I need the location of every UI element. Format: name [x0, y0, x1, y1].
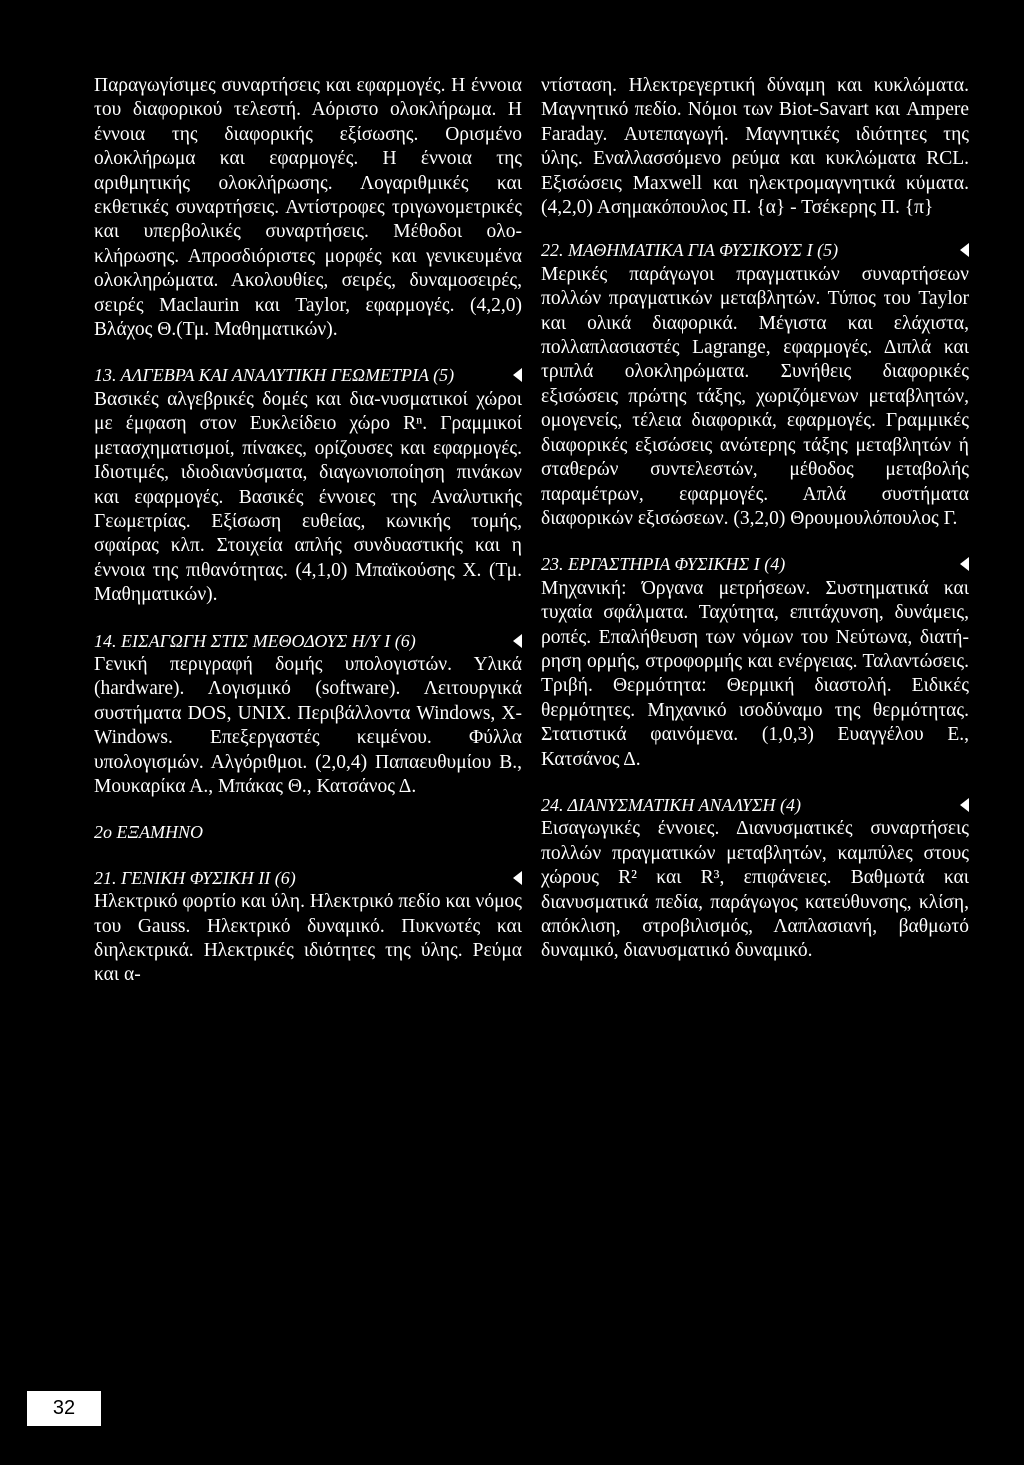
course-22-heading: 22. ΜΑΘΗΜΑΤΙΚΑ ΓΙΑ ΦΥΣΙΚΟΥΣ Ι (5) [541, 238, 969, 262]
arrow-left-icon [513, 368, 522, 382]
course-14-heading: 14. ΕΙΣΑΓΩΓΗ ΣΤΙΣ ΜΕΘΟΔΟΥΣ Η/Υ Ι (6) [94, 629, 522, 653]
arrow-left-icon [960, 798, 969, 812]
course-21-heading: 21. ΓΕΝΙΚΗ ΦΥΣΙΚΗ ΙΙ (6) [94, 866, 522, 890]
course-24-description: Εισαγωγικές έννοιες. Διανυσματικές συναρτήσεις πολλών πραγματικών μεταβλητών, καμπύλες στους χώρους R² και R³, επιφάνειες. Βαθμωτά και διανυσματικά πεδία, παράγωγος κατεύθυνσης, κλίση, απόκλιση, στροβιλισμός, Λαπλασιανή, βαθμωτό δυναμικό, διανυσματικό δυναμικό. [541, 818, 969, 962]
course-22-description: Μερικές παράγωγοι πραγματικών συναρτήσεων πολλών πραγματικών μεταβλητών. Τύπος του Taylor και ολικά διαφορικά. Μέγιστα και ελάχιστα, πολλαπλασιαστές Lagrange, εφαρμογές. Διπλά και τριπλά ολοκληρώματα. Συνήθεις διαφορικές εξισώσεις πρώτης τάξης, χωριζόμενων μεταβλητών, ομογενείς, τέλεια διαφορικά, εφαρμογές. Γραμμικές διαφορικές εξισώσεις ανώτερης τάξης μεταβλητών ή σταθερών συντελεστών, μέθοδος μεταβολής παραμέτρων, εφαρμογές. Απλά συστήματα διαφορικών εξισώσεων. (3,2,0) Θρουμουλόπουλος Γ. [541, 263, 969, 529]
course-12-description: Παραγωγίσιμες συναρτήσεις και εφαρμογές. Η έννοια του διαφορικού τελεστή. Αόριστο ολοκλήρωμα. Η έννοια της διαφορικής εξίσωσης. Ορισμένο ολοκλήρωμα και εφαρμογές. Η έννοια της αριθμητικής ολοκλήρωσης. Λογαριθμικές και εκθετικές συναρτήσεις. Αντίστροφες τριγωνομετρικές και υπερβολικές συναρτήσεις. Μέθοδοι ολο-κλήρωσης. Απροσδιόριστες μορφές και γενικευμένα ολοκληρώματα. Ακολουθίες, σειρές, δυναμοσειρές, σειρές Maclaurin και Taylor, εφαρμογές. (4,2,0) Βλάχος Θ.(Τμ. Μαθηματικών). [94, 75, 522, 341]
arrow-left-icon [960, 557, 969, 571]
semester-heading: 2ο ΕΞΑΜΗΝΟ [94, 822, 203, 843]
page-number: 32 [27, 1391, 101, 1426]
course-23-description: Μηχανική: Όργανα μετρήσεων. Συστηματικά και τυχαία σφάλματα. Ταχύτητα, επιτάχυνση, δυνάμεις, ροπές. Επαλήθευση των νόμων του Νεύτωνα, διατή-ρηση ορμής, στροφορμής και ενέργειας. Ταλαντώσεις. Τριβή. Θερμότητα: Θερμική διαστολή. Ειδικές θερμότητες. Μηχανικό ισοδύναμο της θερμότητας. Στατιστικά φαινόμενα. (1,0,3) Ευαγγέλου Ε., Κατσάνος Δ. [541, 577, 969, 770]
course-21-description-continued: ντίσταση. Ηλεκτρεγερτική δύναμη και κυκλώματα. Μαγνητικό πεδίο. Νόμοι των Biot-Savart και Ampere Faraday. Αυτεπαγωγή. Μαγνητικές ιδιότητες της ύλης. Εναλλασσόμενο ρεύμα και κυκλώματα RCL. Εξισώσεις Maxwell και ηλεκτρομαγνητικά κύματα. (4,2,0) Ασημακόπουλος Π. {α} - Τσέκερης Π. {π} [541, 75, 969, 219]
arrow-left-icon [513, 871, 522, 885]
arrow-left-icon [960, 243, 969, 257]
course-24-heading: 24. ΔΙΑΝΥΣΜΑΤΙΚΗ ΑΝΑΛΥΣΗ (4) [541, 793, 969, 817]
arrow-left-icon [513, 634, 522, 648]
course-13-description: Βασικές αλγεβρικές δομές και δια-νυσματικοί χώροι με έμφαση στον Ευκλείδειο χώρο Rⁿ. Γραμμικοί μετασχηματισμοί, πίνακες, ορίζουσες και εφαρμογές. Ιδιοτιμές, ιδιοδιανύσματα, διαγωνιοποίηση πινάκων και εφαρμογές. Βασικές έννοιες της Αναλυτικής Γεωμετρίας. Εξίσωση ευθείας, κωνικής τομής, σφαίρας κλπ. Στοιχεία απλής συνδυαστικής και η έννοια της πιθανότητας. (4,1,0) Μπαϊκούσης Χ. (Τμ. Μαθηματικών). [94, 388, 522, 606]
left-column [94, 74, 522, 988]
course-13-heading: 13. ΑΛΓΕΒΡΑ ΚΑΙ ΑΝΑΛΥΤΙΚΗ ΓΕΩΜΕΤΡΙΑ (5) [94, 363, 522, 387]
course-21-description: Ηλεκτρικό φορτίο και ύλη. Ηλεκτρικό πεδίο και νόμος του Gauss. Ηλεκτρικό δυναμικό. Πυκνωτές και διηλεκτρικά. Ηλεκτρικές ιδιότητες της ύλης. Ρεύμα και α- [94, 891, 522, 986]
course-23-heading: 23. ΕΡΓΑΣΤΗΡΙΑ ΦΥΣΙΚΗΣ Ι (4) [541, 552, 969, 576]
right-column [541, 74, 969, 964]
course-14-description: Γενική περιγραφή δομής υπολογιστών. Υλικά (hardware). Λογισμικό (software). Λειτουργικά συστήματα DOS, UNIX. Περιβάλλοντα Windows, X-Windows. Επεξεργαστές κειμένου. Φύλλα υπολογισμών. Αλγόριθμοι. (2,0,4) Παπαευθυμίου Β., Μουκαρίκα Α., Μπάκας Θ., Κατσάνος Δ. [94, 653, 522, 797]
